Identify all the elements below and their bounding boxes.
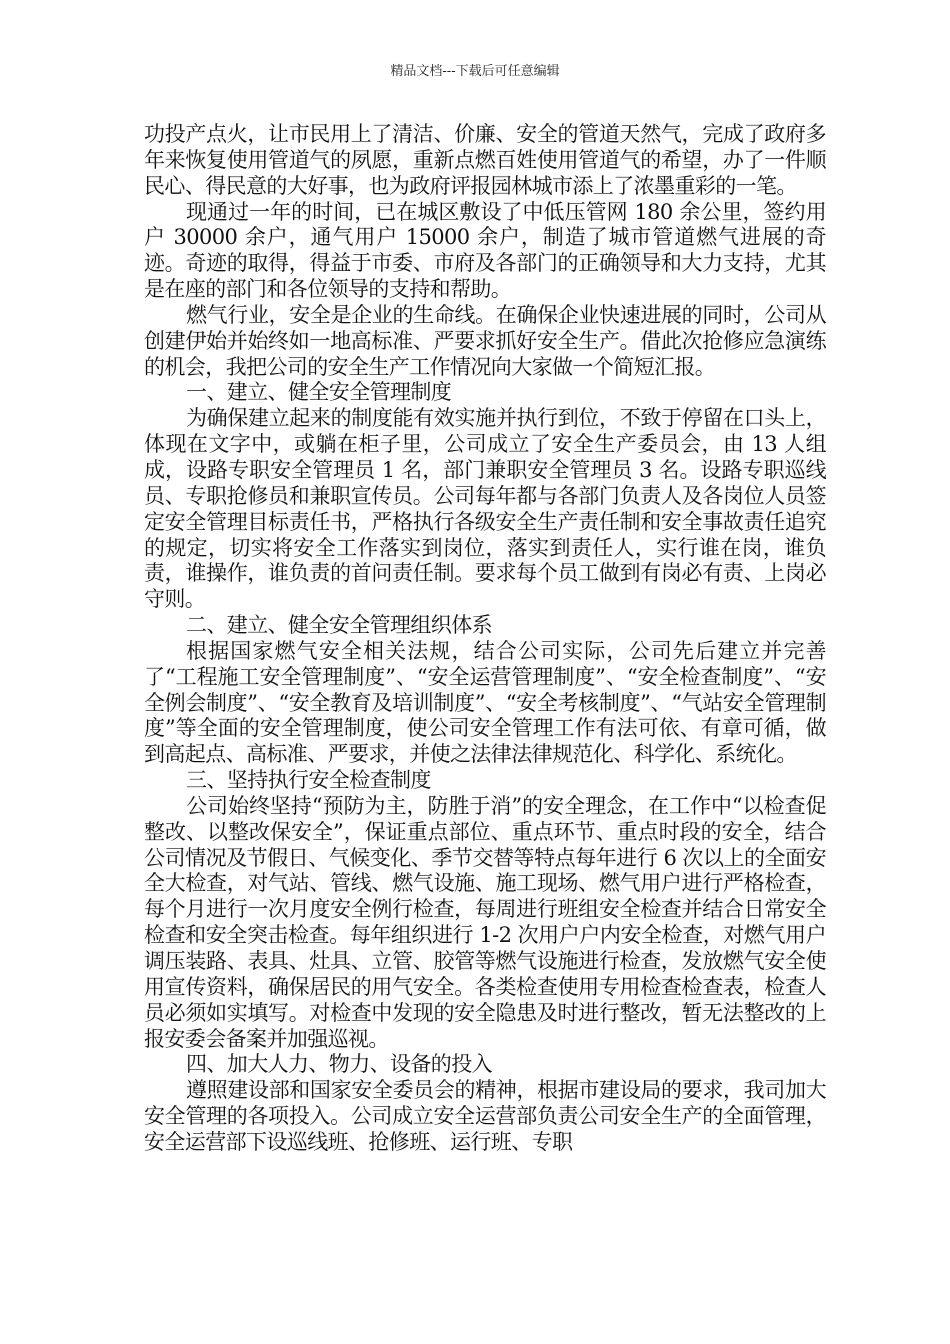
paragraph-6: 公司始终坚持“预防为主，防胜于消”的安全理念，在工作中“以检查促整改、以整改保安全”，保证重点部位、重点环节、重点时段的安全，结合公司情况及节假日、气候变化、季节交替等特点每年进行 6 次以上的全面安全大检查，对气站、管线、燃气设施、施工现场、燃气用户进行严格检查，每个月进行一次月度安全例行检查，每周进行班组安全检查并结合日常安全检查和安全突击检查。每年组织进行 1-2 次用户户内安全检查，对燃气用户调压装路、表具、灶具、立管、胶管等燃气设施进行检查，发放燃气安全使用宣传资料，确保居民的用气安全。各类检查使用专用检查检查表，检查人员必须如实填写。对检查中发现的安全隐患及时进行整改，暂无法整改的上报安委会备案并加强巡视。 bbox=[144, 793, 826, 1051]
section-heading-2: 二、建立、健全安全管理组织体系 bbox=[186, 613, 492, 638]
paragraph-2: 现通过一年的时间，已在城区敷设了中低压管网 180 余公里，签约用户 30000 余户，通气用户 15000 余户，制造了城市管道燃气进展的奇迹。奇迹的取得，得益于市委、市府及各部门的正确领导和大力支持，尤其是在座的部门和各位领导的支持和帮助。 bbox=[144, 199, 826, 302]
section-heading-3: 三、坚持执行安全检查制度 bbox=[186, 768, 431, 793]
paragraph-7: 遵照建设部和国家安全委员会的精神，根据市建设局的要求，我司加大安全管理的各项投入。公司成立安全运营部负责公司安全生产的全面管理，安全运营部下设巡线班、抢修班、运行班、专职 bbox=[144, 1078, 826, 1154]
paragraph-5: 根据国家燃气安全相关法规，结合公司实际，公司先后建立并完善了“工程施工安全管理制度”、“安全运营管理制度”、“安全检查制度”、“安全例会制度”、“安全教育及培训制度”、“安全考核制度”、“气站安全管理制度”等全面的安全管理制度，使公司安全管理工作有法可依、有章可循，做到高起点、高标准、严要求，并使之法律法律规范化、科学化、系统化。 bbox=[144, 638, 826, 767]
paragraph-4: 为确保建立起来的制度能有效实施并执行到位，不致于停留在口头上，体现在文字中，或躺在柜子里，公司成立了安全生产委员会，由 13 人组成，设路专职安全管理员 1 名，部门兼职安全管理员 3 名。设路专职巡线员、专职抢修员和兼职宣传员。公司每年都与各部门负责人及各岗位人员签定安全管理目标责任书，严格执行各级安全生产责任制和安全事故责任追究的规定，切实将安全工作落实到岗位，落实到责任人，实行谁在岗，谁负责，谁操作，谁负责的首问责任制。要求每个员工做到有岗必有责、上岗必守则。 bbox=[144, 406, 826, 612]
page-header: 精品文档---下载后可任意编辑 bbox=[390, 64, 560, 79]
section-heading-4: 四、加大人力、物力、设备的投入 bbox=[186, 1052, 492, 1077]
document-body bbox=[144, 122, 826, 1156]
paragraph-3: 燃气行业，安全是企业的生命线。在确保企业快速进展的同时，公司从创建伊始并始终如一地高标准、严要求抓好安全生产。借此次抢修应急演练的机会，我把公司的安全生产工作情况向大家做一个简短汇报。 bbox=[144, 302, 826, 379]
paragraph-1: 功投产点火，让市民用上了清洁、价廉、安全的管道天然气，完成了政府多年来恢复使用管道气的夙愿，重新点燃百姓使用管道气的希望，办了一件顺民心、得民意的大好事，也为政府评报园林城市添上了浓墨重彩的一笔。 bbox=[144, 122, 826, 198]
section-heading-1: 一、建立、健全安全管理制度 bbox=[186, 380, 452, 405]
